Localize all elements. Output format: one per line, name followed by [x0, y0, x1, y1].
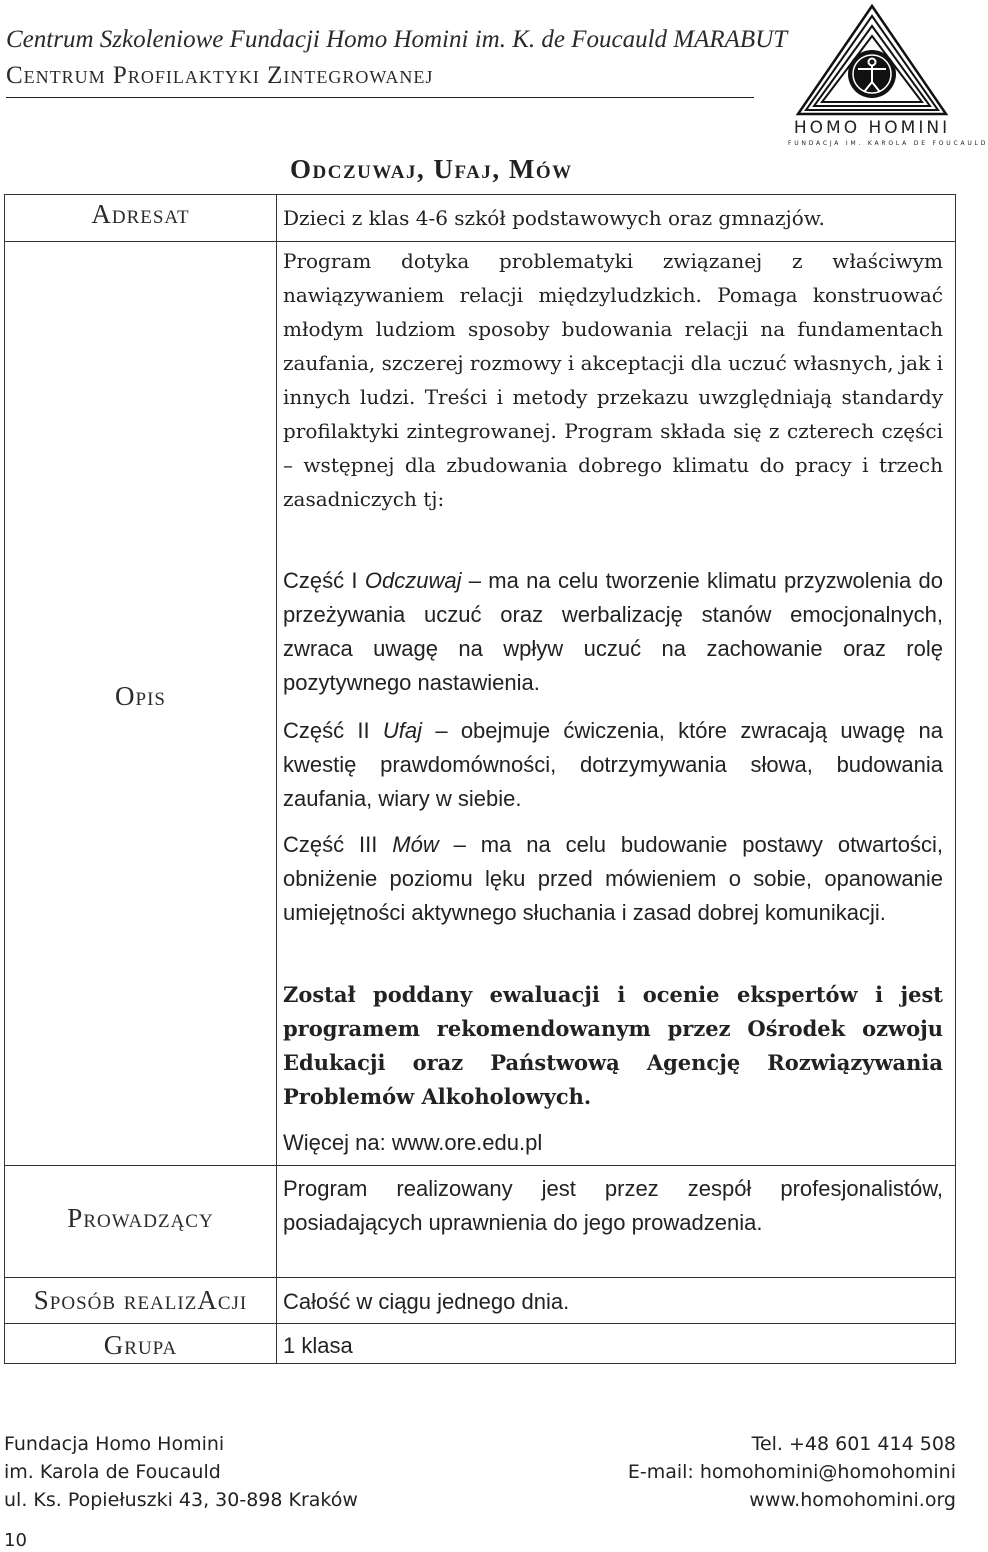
- adresat-text: Dzieci z klas 4-6 szkół podstawowych oraz gmnazjów.: [283, 206, 825, 230]
- part-1-text: – ma na celu tworzenie klimatu przyzwolenia do przeżywania uczuć oraz werbalizację stanów emocjonalnych, zwraca uwagę na wpływ uczuć na zachowanie oraz rolę pozytywnego nastawienia.: [283, 568, 943, 695]
- opis-intro: Program dotyka problematyki związanej z właściwym nawiązywaniem relacji międzyludzkich. Pomaga konstruować młodym ludziom sposoby budowania relacji na fundamentach zaufania, szczerej rozmowy i akceptacji dla uczuć własnych, jak i innych ludzi. Treści i metody przekazu uwzględniają standardy profilaktyki zintegrowanej. Program składa się z czterech części – wstępnej dla zbudowania dobrego klimatu do pracy i trzech zasadniczych tj:: [283, 249, 943, 511]
- part-1-prefix: Część I: [283, 568, 358, 593]
- label-adresat: Adresat: [91, 199, 190, 229]
- label-sposob-realizacji: Sposób realizAcji: [33, 1285, 248, 1315]
- part-3-name: Mów: [392, 832, 439, 857]
- prowadzacy-text: Program realizowany jest przez zespół profesjonalistów, posiadających uprawnienia do jego prowadzenia.: [283, 1176, 943, 1235]
- part-1-name: Odczuwaj: [364, 568, 462, 593]
- part-3-prefix: Część III: [283, 832, 378, 857]
- header-centre: Centrum Profilaktyki Zintegrowanej: [6, 62, 434, 89]
- column-divider: [276, 195, 277, 1363]
- evaluation-note: Został poddany ewaluacji i ocenie ekspertów i jest programem rekomendowanym przez Ośrodek ozwoju Edukacji oraz Państwową Agencję Rozwiązywania Problemów Alkoholowych.: [283, 982, 943, 1109]
- sposob-realizacji-text: Całość w ciągu jednego dnia.: [283, 1289, 570, 1314]
- opis-part-1: [283, 564, 943, 700]
- footer-address: ul. Ks. Popiełuszki 43, 30-898 Kraków: [4, 1489, 358, 1511]
- label-prowadzacy: Prowadzący: [67, 1203, 214, 1233]
- logo-name: HOMO HOMINI: [793, 118, 951, 138]
- footer-org-name: Fundacja Homo Homini: [4, 1433, 225, 1455]
- label-grupa: Grupa: [103, 1330, 178, 1360]
- more-info-link[interactable]: Więcej na: www.ore.edu.pl: [283, 1130, 543, 1155]
- row-divider: [5, 1323, 955, 1324]
- footer-left: [4, 1430, 358, 1514]
- part-3-text: – ma na celu budowanie postawy otwartości, obniżenie poziomu lęku przed mówieniem o sobie, opanowanie umiejętności aktywnego słuchania i zasad dobrej komunikacji.: [283, 832, 943, 925]
- page-title: Odczuwaj, Ufaj, Mów: [290, 154, 573, 184]
- part-2-name: Ufaj: [382, 718, 423, 743]
- footer-phone: Tel. +48 601 414 508: [751, 1433, 956, 1455]
- page-number: 10: [4, 1530, 27, 1551]
- header-rule: [6, 97, 754, 98]
- footer-email[interactable]: E-mail: homohomini@homohomini: [627, 1461, 956, 1483]
- label-opis: Opis: [115, 681, 166, 711]
- grupa-text: 1 klasa: [283, 1333, 353, 1358]
- footer-website[interactable]: www.homohomini.org: [749, 1489, 956, 1511]
- opis-part-3: [283, 828, 943, 930]
- opis-part-2: [283, 714, 943, 816]
- row-divider: [5, 241, 955, 242]
- footer-right: [628, 1430, 956, 1514]
- part-2-prefix: Część II: [283, 718, 370, 743]
- part-2-text: – obejmuje ćwiczenia, które zwracają uwagę na kwestię prawdomówności, dotrzymywania słowa, budowania zaufania, wiary w siebie.: [283, 718, 943, 811]
- row-divider: [5, 1165, 955, 1166]
- header-organization: Centrum Szkoleniowe Fundacji Homo Homini im. K. de Foucauld MARABUT: [6, 26, 788, 53]
- logo-subtitle: FUNDACJA IM. KAROLA DE FOUCAULD: [788, 140, 988, 147]
- row-divider: [5, 1277, 955, 1278]
- footer-org-patron: im. Karola de Foucauld: [4, 1461, 221, 1483]
